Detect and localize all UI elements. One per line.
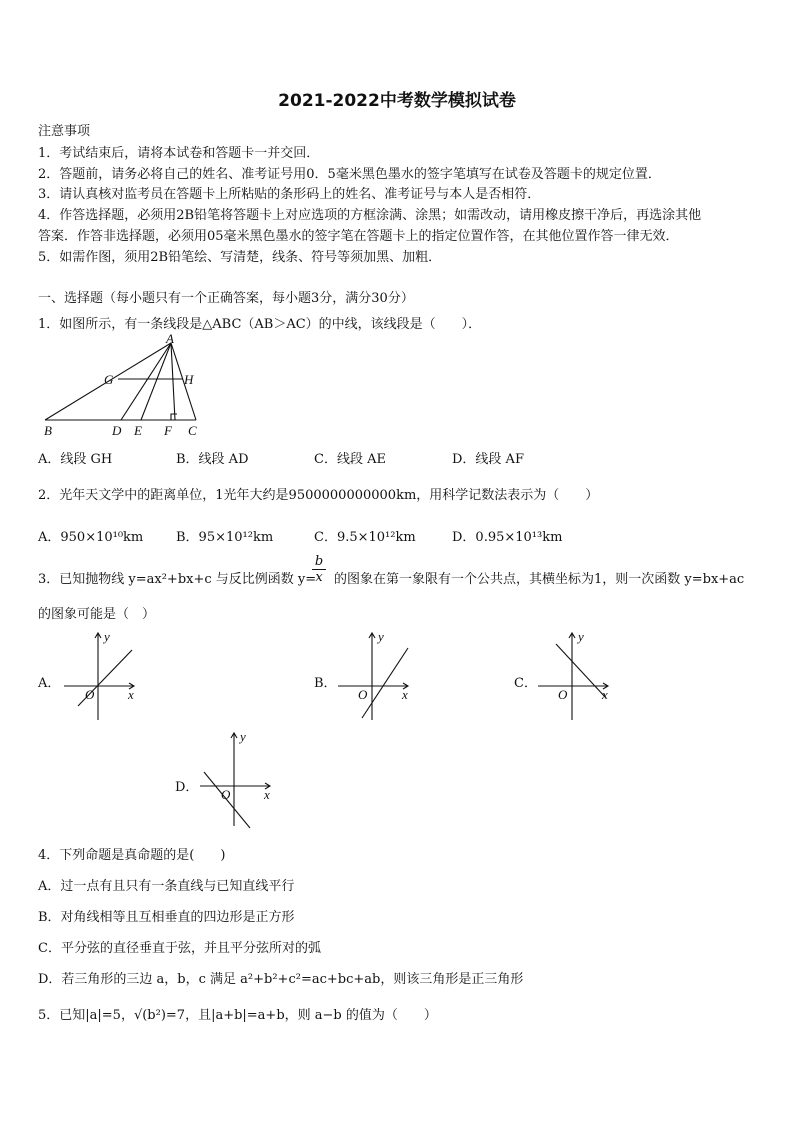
notice-item: 2．答题前，请务必将自己的姓名、准考证号用0．5毫米黑色墨水的签字笔填写在试卷及答题卡的规定位置． xyxy=(38,167,661,182)
point-label: A xyxy=(166,334,174,346)
origin-label: O xyxy=(85,687,95,702)
q4-option-d[interactable]: D．若三角形的三边 a，b，c 满足 a²+b²+c²=ac+bc+ab，则该三角形是正三角形 xyxy=(38,972,524,987)
question-4-stem: 4．下列命题是真命题的是( ) xyxy=(38,848,226,863)
axis-x-label: x xyxy=(602,687,608,702)
graph-c xyxy=(534,628,618,724)
notice-item: 1．考试结束后，请将本试卷和答题卡一并交回． xyxy=(38,146,320,161)
q3-option-b[interactable]: B． xyxy=(314,676,337,691)
origin-label: O xyxy=(558,687,568,702)
question-3-stem-b: 的图象在第一象限有一个公共点，其横坐标为1，则一次函数 y=bx+ac xyxy=(334,572,745,587)
point-label: E xyxy=(134,423,142,438)
graph-a xyxy=(60,628,144,724)
axis-x-label: x xyxy=(264,787,270,802)
fraction-denominator: x xyxy=(312,569,326,585)
axis-y-label: y xyxy=(240,729,246,744)
point-label: G xyxy=(104,372,114,387)
point-label: H xyxy=(184,372,194,387)
q2-option-a[interactable]: A．950×10¹⁰km xyxy=(38,530,144,545)
origin-label: O xyxy=(358,687,368,702)
origin-label: O xyxy=(221,787,231,802)
point-label: C xyxy=(188,423,197,438)
q1-option-d[interactable]: D．线段 AF xyxy=(452,452,524,467)
graph-b xyxy=(334,628,418,724)
q4-option-b[interactable]: B．对角线相等且互相垂直的四边形是正方形 xyxy=(38,910,295,925)
q1-option-a[interactable]: A．线段 GH xyxy=(38,452,113,467)
section-heading: 一、选择题（每小题只有一个正确答案，每小题3分，满分30分） xyxy=(38,291,414,306)
q3-option-d[interactable]: D． xyxy=(175,780,199,795)
q1-option-b[interactable]: B．线段 AD xyxy=(176,452,249,467)
q3-option-c[interactable]: C． xyxy=(514,676,537,691)
point-label: F xyxy=(164,423,172,438)
q2-option-d[interactable]: D．0.95×10¹³km xyxy=(452,530,563,545)
axis-y-label: y xyxy=(578,629,584,644)
question-1-stem: 1．如图所示，有一条线段是△ABC（AB＞AC）的中线，该线段是（ ）． xyxy=(38,317,482,332)
notice-item: 4．作答选择题，必须用2B铅笔将答题卡上对应选项的方框涂满、涂黑；如需改动，请用橡皮擦干净后，再选涂其他 xyxy=(38,208,702,223)
notice-item: 3．请认真核对监考员在答题卡上所粘贴的条形码上的姓名、准考证号与本人是否相符． xyxy=(38,187,541,202)
axis-x-label: x xyxy=(402,687,408,702)
q1-option-c[interactable]: C．线段 AE xyxy=(314,452,386,467)
graph-d xyxy=(196,728,280,832)
fraction xyxy=(312,554,326,585)
axis-x-label: x xyxy=(128,687,134,702)
axis-y-label: y xyxy=(104,629,110,644)
question-5-stem: 5．已知|a|=5，√(b²)=7，且|a+b|=a+b，则 a−b 的值为（ ） xyxy=(38,1008,437,1023)
q2-option-c[interactable]: C．9.5×10¹²km xyxy=(314,530,416,545)
question-3-stem-c: 的图象可能是（ ） xyxy=(38,607,156,622)
q3-option-a[interactable]: A． xyxy=(38,676,61,691)
triangle-figure xyxy=(38,334,208,440)
notice-heading: 注意事项 xyxy=(38,124,91,139)
q4-option-a[interactable]: A．过一点有且只有一条直线与已知直线平行 xyxy=(38,879,295,894)
point-label: B xyxy=(44,423,52,438)
question-3-stem-a: 3．已知抛物线 y=ax²+bx+c 与反比例函数 y= xyxy=(38,572,317,587)
axis-y-label: y xyxy=(378,629,384,644)
notice-item: 答案．作答非选择题，必须用05毫米黑色墨水的签字笔在答题卡上的指定位置作答，在其他位置作答一律无效． xyxy=(38,229,679,244)
fraction-numerator: b xyxy=(314,554,324,569)
q4-option-c[interactable]: C．平分弦的直径垂直于弦，并且平分弦所对的弧 xyxy=(38,941,321,956)
point-label: D xyxy=(112,423,122,438)
q2-option-b[interactable]: B．95×10¹²km xyxy=(176,530,274,545)
question-2-stem: 2．光年天文学中的距离单位，1光年大约是9500000000000km，用科学记数法表示为（ ） xyxy=(38,488,599,503)
notice-item: 5．如需作图，须用2B铅笔绘、写清楚，线条、符号等须加黑、加粗． xyxy=(38,250,442,265)
page-title: 2021-2022中考数学模拟试卷 xyxy=(278,91,516,111)
